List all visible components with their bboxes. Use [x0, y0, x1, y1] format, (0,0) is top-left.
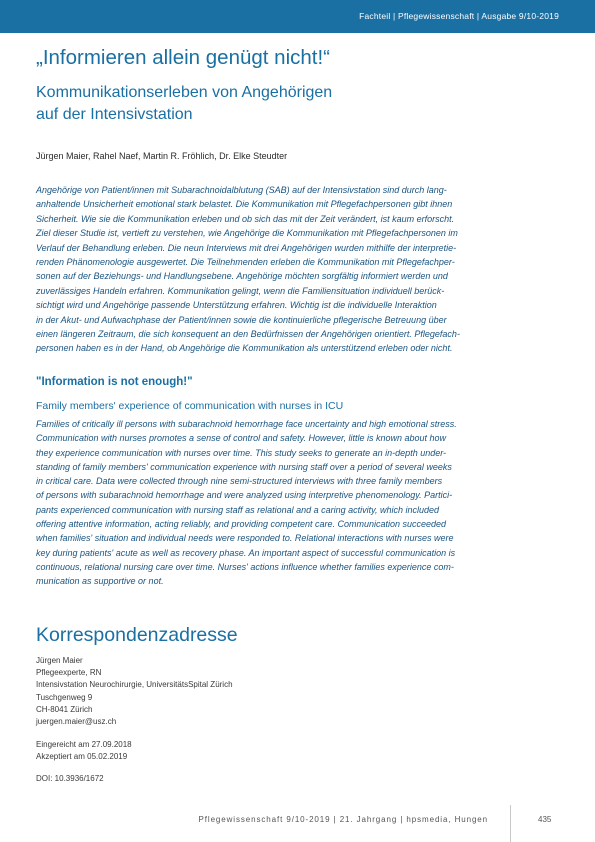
address-name: Jürgen Maier [36, 656, 83, 665]
address-city: CH-8041 Zürich [36, 704, 93, 714]
correspondence-heading: Korrespondenzadresse [36, 624, 238, 646]
abstract-line: munication as supportive or not. [36, 576, 164, 587]
english-subtitle: Family members' experience of communication with nurses in ICU [36, 400, 344, 412]
subtitle-line: auf der Intensivstation [36, 106, 193, 123]
address-institution: Intensivstation Neurochirurgie, UniversitätsSpital Zürich [36, 680, 233, 690]
abstract-line: standing of family members' communication experience with nursing staff over a period of several weeks [36, 461, 452, 472]
authors: Jürgen Maier, Rahel Naef, Martin R. Fröhlich, Dr. Elke Steudter [36, 151, 288, 161]
footer-divider [510, 805, 511, 842]
abstract-line: Communication with nurses promotes a sense of control and safety. However, little is known about how [36, 433, 447, 444]
footer-text: Pflegewissenschaft 9/10-2019 | 21. Jahrgang | hpsmedia, Hungen [198, 815, 488, 824]
abstract-line: Families of critically ill persons with subarachnoid hemorrhage face uncertainty and high emotional stress. [36, 419, 457, 429]
abstract-line: Sicherheit. Wie sie die Kommunikation erleben und ob sich das mit der Zeit verändert, ist kaum erforscht. [36, 213, 455, 224]
abstract-line: continuous, relational nursing care over time. Nurses' actions influence whether families experience com- [36, 561, 454, 572]
article-subtitle [36, 82, 456, 126]
address-email[interactable]: juergen.maier@usz.ch [36, 717, 117, 727]
abstract-line: sichtigt wird und Angehörige passende Unterstützung erfahren. Wichtig ist die individuelle Interaktion [36, 300, 437, 311]
abstract-line: they experience communication with nurses over time. This study seeks to generate an in-depth under- [36, 447, 447, 458]
doi: DOI: 10.3936/1672 [36, 774, 104, 783]
date-submitted: Eingereicht am 27.09.2018 [36, 740, 132, 749]
abstract-line: in critical care. Data were collected through nine semi-structured interviews with three family members [36, 476, 443, 487]
abstract-line: Ziel dieser Studie ist, vertieft zu verstehen, wie Angehörige die Kommunikation mit Pflegefachpersonen im [36, 228, 458, 239]
abstract-line: pants experienced communication with nursing staff as relational and a caring activity, which included [36, 504, 440, 515]
english-title: "Information is not enough!" [36, 376, 193, 388]
abstract-line: zuverlässiges Handeln erfahren. Kommunikation gelingt, wenn die Familiensituation individuell berück- [36, 285, 445, 296]
abstract-line: when families' situation and individual needs were responded to. Relational interactions with nurses were [36, 533, 454, 544]
abstract-line: Verlauf der Behandlung erleben. Die neun Interviews mit drei Angehörigen wurden mithilfe der interpretie- [36, 242, 457, 253]
submission-dates [36, 739, 132, 763]
page-number: 435 [538, 815, 552, 824]
article-title: „Informieren allein genügt nicht!“ [36, 46, 330, 69]
abstract-line: anhaltende Unsicherheit emotional stark belastet. Die Kommunikation mit Pflegefachpersonen gibt ihnen [36, 199, 453, 210]
address-role: Pflegeexperte, RN [36, 668, 102, 678]
date-accepted: Akzeptiert am 05.02.2019 [36, 752, 128, 762]
address-street: Tuschgenweg 9 [36, 692, 93, 702]
abstract-line: key during patients' acute as well as recovery phase. An important aspect of successful communication is [36, 547, 456, 558]
abstract-line: Angehörige von Patient/innen mit Subarachnoidalblutung (SAB) auf der Intensivstation sind durch lang- [36, 185, 447, 195]
abstract-line: offering attentive information, acting reliably, and providing competent care. Communication succeeded [36, 519, 447, 530]
abstract-line: of persons with subarachnoid hemorrhage and were analyzed using interpretive phenomenology. Partici- [36, 490, 453, 501]
abstract-english [36, 417, 560, 589]
abstract-line: personen haben es in der Hand, ob Angehörige die Kommunikation als unterstützend erleben oder nicht. [36, 343, 453, 354]
abstract-line: sonen auf der Beziehungs- und Handlungsebene. Angehörige möchten sorgfältig informiert werden und [36, 271, 448, 282]
abstract-line: einen längeren Zeitraum, die sich konsequent an den Bedürfnissen der Angehörigen orientiert. Pflegefach- [36, 329, 460, 340]
subtitle-line: Kommunikationserleben von Angehörigen [36, 84, 333, 101]
running-head: Fachteil | Pflegewissenschaft | Ausgabe 9/10-2019 [359, 11, 559, 21]
abstract-line: in der Akut- und Aufwachphase der Patient/innen sowie die kontinuierliche pflegerische Betreuung über [36, 314, 447, 325]
abstract-german [36, 183, 560, 356]
correspondence-address [36, 655, 233, 728]
abstract-line: renden Phänomenologie ausgewertet. Die Teilnehmenden erleben die Kommunikation mit Pflegefachper- [36, 257, 455, 268]
